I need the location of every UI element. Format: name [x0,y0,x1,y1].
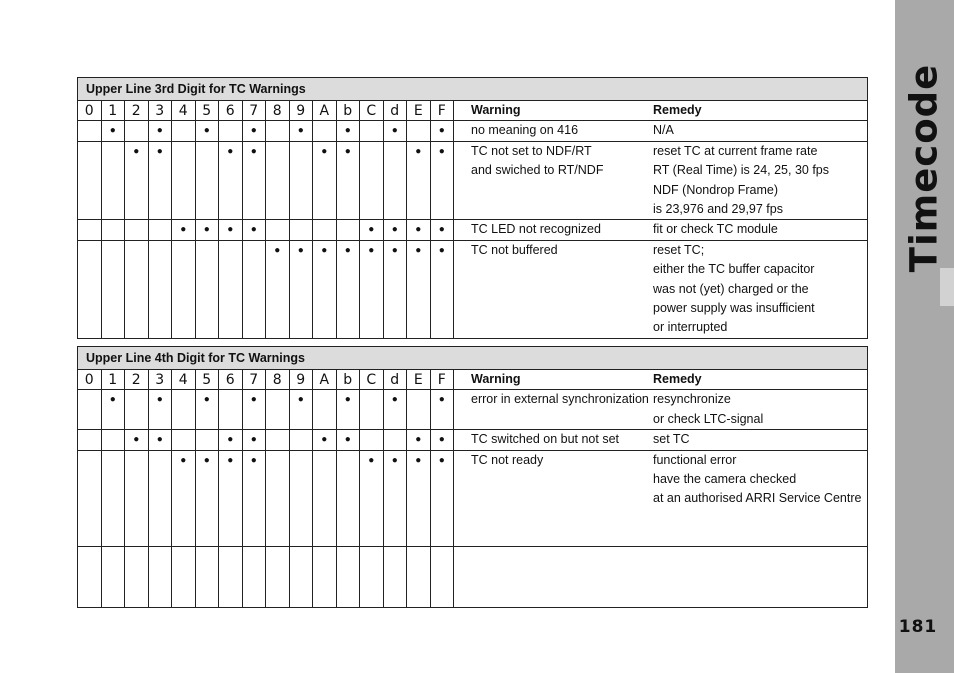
warning-column-header: Warning [471,372,521,386]
digit-cell [430,430,454,450]
warning-text [454,390,653,429]
digit-cell [125,121,149,141]
table-header-row [78,101,868,121]
digit-header: 2 [125,101,149,121]
remedy-line: RT (Real Time) is 24, 25, 30 fps [653,163,830,178]
digit-cell [336,141,360,220]
row-description [454,390,868,430]
digit-cell [383,546,407,607]
digit-cell [78,220,102,240]
digit-cell [195,390,219,430]
digit-cell [172,450,196,546]
row-description [454,450,868,546]
row-columns [454,121,867,140]
table-row [78,121,868,141]
digit-cell [266,390,290,430]
row-columns [454,220,867,239]
header-description [454,370,868,390]
digit-cell [78,141,102,220]
remedy-text [653,220,867,239]
digit-cell [125,141,149,220]
digit-cell [242,390,266,430]
dot-marker: ● [227,434,234,446]
warning-text [454,142,653,220]
dot-marker: ● [227,224,234,236]
warning-line: TC not buffered [471,242,558,257]
dot-marker: ● [227,145,234,157]
digit-cell [336,390,360,430]
digit-cell [172,430,196,450]
chapter-title-text: Timecode [902,63,946,273]
digit-cell [313,141,337,220]
dot-marker: ● [438,434,445,446]
table-row [78,220,868,240]
digit-cell [101,390,125,430]
row-description [454,430,868,450]
digit-cell [242,450,266,546]
digit-cell [336,546,360,607]
dot-marker: ● [297,244,304,256]
digit-cell [383,390,407,430]
warning-line: no meaning on 416 [471,123,579,138]
dot-marker: ● [156,125,163,137]
digit-cell [336,430,360,450]
digit-header: 8 [266,370,290,390]
warning-line: and swiched to RT/NDF [471,163,604,178]
digit-cell [266,430,290,450]
dot-marker: ● [250,394,257,406]
remedy-column-header: Remedy [653,103,702,117]
remedy-line: set TC [653,432,690,447]
remedy-line: power supply was insufficient [653,301,815,316]
digit-cell [266,121,290,141]
dot-marker: ● [344,125,351,137]
digit-cell [101,121,125,141]
digit-cell [313,121,337,141]
digit-cell [148,390,172,430]
row-description [454,141,868,220]
digit-header: d [383,370,407,390]
digit-cell [407,546,431,607]
table-row [78,141,868,220]
digit-cell [195,430,219,450]
dot-marker: ● [250,224,257,236]
remedy-line: or check LTC-signal [653,411,764,426]
digit-cell [289,450,313,546]
digit-header: b [336,370,360,390]
dot-marker: ● [203,394,210,406]
remedy-line: functional error [653,452,737,467]
digit-cell [430,450,454,546]
digit-cell [289,240,313,338]
digit-cell [101,220,125,240]
digit-cell [266,141,290,220]
digit-cell [78,546,102,607]
row-columns [454,430,867,449]
digit-cell [195,450,219,546]
dot-marker: ● [203,454,210,466]
warning-text [454,121,653,140]
digit-cell [360,220,384,240]
digit-header: 7 [242,101,266,121]
digit-header: 7 [242,370,266,390]
digit-cell [336,240,360,338]
digit-cell [430,141,454,220]
digit-header: b [336,101,360,121]
digit-cell [125,546,149,607]
dot-marker: ● [438,224,445,236]
digit-header: E [407,101,431,121]
dot-marker: ● [438,145,445,157]
digit-cell [383,121,407,141]
digit-cell [242,430,266,450]
digit-cell [172,240,196,338]
dot-marker: ● [156,394,163,406]
dot-marker: ● [203,125,210,137]
dot-marker: ● [250,145,257,157]
table-3rd-digit-warnings [77,77,868,339]
dot-marker: ● [297,394,304,406]
digit-cell [148,121,172,141]
digit-cell [195,141,219,220]
row-description [454,121,868,141]
digit-cell [407,430,431,450]
digit-header: 0 [78,101,102,121]
warning-line: TC switched on but not set [471,432,619,447]
remedy-line: resynchronize [653,392,731,407]
digit-header: 3 [148,101,172,121]
digit-header: 1 [101,101,125,121]
digit-cell [360,390,384,430]
table-row [78,546,868,607]
digit-cell [242,240,266,338]
table-title-row [78,78,868,101]
remedy-line: fit or check TC module [653,222,778,237]
remedy-column-header: Remedy [653,372,702,386]
digit-cell [336,121,360,141]
dot-marker: ● [438,244,445,256]
digit-cell [242,546,266,607]
dot-marker: ● [180,454,187,466]
digit-cell [360,141,384,220]
digit-cell [383,141,407,220]
dot-marker: ● [180,224,187,236]
digit-cell [101,450,125,546]
dot-marker: ● [415,244,422,256]
digit-cell [407,240,431,338]
dot-marker: ● [227,454,234,466]
digit-cell [313,240,337,338]
digit-cell [148,450,172,546]
warning-text [454,451,653,509]
remedy-line: N/A [653,123,674,138]
digit-header: A [313,101,337,121]
digit-cell [383,430,407,450]
page-number: 181 [898,617,938,637]
digit-cell [219,450,243,546]
digit-cell [360,430,384,450]
digit-header: 9 [289,101,313,121]
dot-marker: ● [344,244,351,256]
remedy-text [653,390,867,429]
digit-cell [407,121,431,141]
dot-marker: ● [438,454,445,466]
dot-marker: ● [344,434,351,446]
digit-cell [430,220,454,240]
digit-cell [148,430,172,450]
digit-header: 5 [195,370,219,390]
table-title: Upper Line 3rd Digit for TC Warnings [78,78,868,101]
row-columns [454,241,867,338]
dot-marker: ● [438,394,445,406]
dot-marker: ● [297,125,304,137]
digit-header: 2 [125,370,149,390]
digit-header: 1 [101,370,125,390]
digit-header: 6 [219,370,243,390]
digit-cell [313,220,337,240]
digit-cell [430,121,454,141]
dot-marker: ● [368,454,375,466]
remedy-line: NDF (Nondrop Frame) [653,182,779,197]
digit-header: 0 [78,370,102,390]
digit-cell [219,141,243,220]
remedy-line: either the TC buffer capacitor [653,262,815,277]
digit-cell [266,546,290,607]
dot-marker: ● [368,224,375,236]
table-title-row [78,347,868,370]
remedy-text [653,430,867,449]
digit-cell [266,450,290,546]
digit-cell [360,450,384,546]
digit-cell [430,240,454,338]
dot-marker: ● [391,125,398,137]
remedy-line: have the camera checked [653,472,797,487]
dot-marker: ● [156,145,163,157]
dot-marker: ● [344,145,351,157]
digit-cell [195,220,219,240]
digit-cell [148,141,172,220]
dot-marker: ● [133,434,140,446]
remedy-text [653,121,867,140]
header-columns [454,370,867,389]
digit-cell [383,240,407,338]
warning-line: error in external synchronization [471,392,649,407]
digit-cell [383,220,407,240]
remedy-text [653,142,867,220]
digit-cell [289,546,313,607]
digit-cell [289,390,313,430]
digit-cell [195,121,219,141]
digit-cell [360,240,384,338]
row-description [454,240,868,338]
row-columns [454,142,867,220]
digit-cell [78,450,102,546]
warning-line: TC LED not recognized [471,222,601,237]
dot-marker: ● [344,394,351,406]
digit-cell [313,546,337,607]
row-columns [454,390,867,429]
dot-marker: ● [415,434,422,446]
digit-header: 5 [195,101,219,121]
dot-marker: ● [321,434,328,446]
digit-cell [289,220,313,240]
digit-cell [360,121,384,141]
digit-cell [172,390,196,430]
digit-cell [289,141,313,220]
dot-marker: ● [391,394,398,406]
digit-cell [125,240,149,338]
dot-marker: ● [274,244,281,256]
digit-cell [172,141,196,220]
table-title: Upper Line 4th Digit for TC Warnings [78,347,868,370]
dot-marker: ● [203,224,210,236]
digit-cell [125,450,149,546]
digit-cell [172,121,196,141]
digit-cell [313,430,337,450]
digit-cell [148,546,172,607]
dot-marker: ● [109,394,116,406]
digit-cell [148,220,172,240]
digit-cell [266,220,290,240]
remedy-line: reset TC; [653,242,705,257]
digit-cell [78,390,102,430]
digit-cell [219,390,243,430]
digit-cell [195,240,219,338]
digit-cell [101,430,125,450]
header-columns [454,101,867,120]
remedy-text [653,241,867,338]
digit-cell [172,546,196,607]
remedy-line: is 23,976 and 29,97 fps [653,202,783,217]
digit-cell [407,220,431,240]
digit-cell [430,390,454,430]
table-header-row [78,370,868,390]
remedy-line: reset TC at current frame rate [653,143,818,158]
digit-cell [125,220,149,240]
digit-cell [336,450,360,546]
table-row [78,390,868,430]
digit-cell [195,546,219,607]
digit-header: C [360,101,384,121]
digit-cell [148,240,172,338]
dot-marker: ● [250,125,257,137]
digit-cell [101,546,125,607]
digit-header: C [360,370,384,390]
digit-header: 3 [148,370,172,390]
digit-header: A [313,370,337,390]
digit-cell [78,430,102,450]
dot-marker: ● [391,224,398,236]
dot-marker: ● [391,454,398,466]
digit-cell [172,220,196,240]
dot-marker: ● [368,244,375,256]
digit-header: 9 [289,370,313,390]
dot-marker: ● [133,145,140,157]
digit-header: 4 [172,370,196,390]
digit-header: 4 [172,101,196,121]
digit-cell [289,430,313,450]
header-description [454,101,868,121]
digit-cell [313,450,337,546]
digit-cell [242,141,266,220]
row-description [454,220,868,240]
digit-cell [407,141,431,220]
dot-marker: ● [438,125,445,137]
digit-header: E [407,370,431,390]
digit-cell [125,390,149,430]
digit-cell [266,240,290,338]
dot-marker: ● [156,434,163,446]
digit-cell [101,240,125,338]
remedy-line: at an authorised ARRI Service Centre [653,491,862,506]
warning-line: TC not set to NDF/RT [471,143,592,158]
dot-marker: ● [391,244,398,256]
digit-cell [383,450,407,546]
dot-marker: ● [250,454,257,466]
table-row [78,450,868,546]
chapter-tab-marker [940,268,954,306]
digit-cell [219,240,243,338]
digit-cell [219,546,243,607]
warning-column-header: Warning [471,103,521,117]
row-columns [454,451,867,509]
digit-cell [219,220,243,240]
digit-cell [289,121,313,141]
dot-marker: ● [415,454,422,466]
digit-cell [407,450,431,546]
dot-marker: ● [415,145,422,157]
digit-cell [219,430,243,450]
digit-header: F [430,370,454,390]
digit-cell [313,390,337,430]
dot-marker: ● [415,224,422,236]
digit-header: d [383,101,407,121]
digit-cell [360,546,384,607]
warning-text [454,241,653,338]
digit-header: F [430,101,454,121]
dot-marker: ● [109,125,116,137]
warning-line: TC not ready [471,452,544,467]
warning-text [454,220,653,239]
digit-cell [336,220,360,240]
digit-cell [101,141,125,220]
dot-marker: ● [321,145,328,157]
dot-marker: ● [321,244,328,256]
digit-cell [407,390,431,430]
digit-cell [125,430,149,450]
digit-cell [78,121,102,141]
digit-cell [242,121,266,141]
dot-marker: ● [250,434,257,446]
digit-header: 6 [219,101,243,121]
remedy-text [653,451,867,509]
remedy-line: or interrupted [653,320,728,335]
digit-cell [78,240,102,338]
table-row [78,240,868,338]
table-4th-digit-warnings [77,346,868,608]
table-row [78,430,868,450]
digit-header: 8 [266,101,290,121]
digit-cell [430,546,454,607]
row-description [454,546,868,607]
remedy-line: was not (yet) charged or the [653,281,809,296]
digit-cell [242,220,266,240]
digit-cell [219,121,243,141]
warning-text [454,430,653,449]
